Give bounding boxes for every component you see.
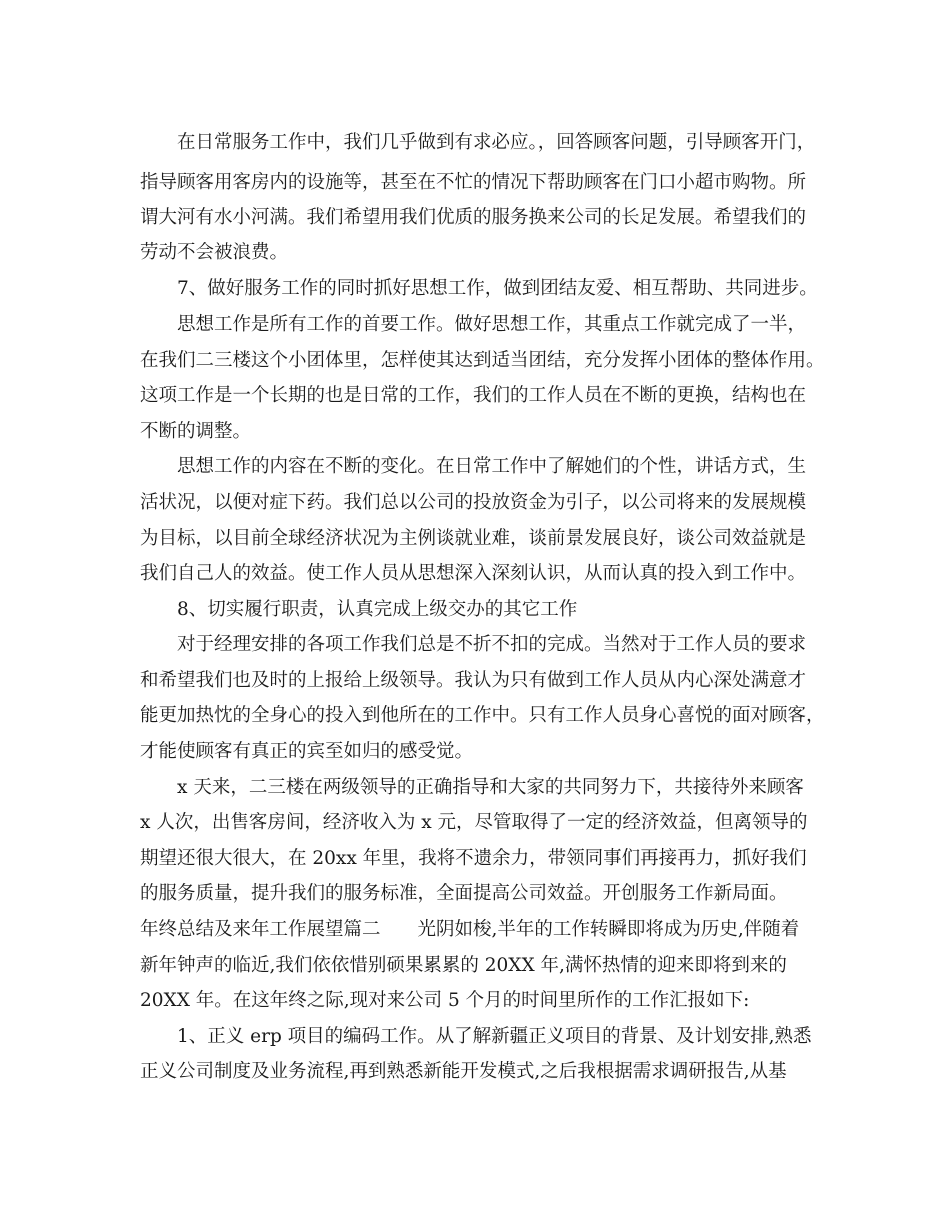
text-line: 对于经理安排的各项工作我们总是不折不扣的完成。当然对于工作人员的要求 <box>177 634 807 655</box>
text-line: 谓大河有水小河满。我们希望用我们优质的服务换来公司的长足发展。希望我们的 <box>140 207 807 228</box>
text-line: 这项工作是一个长期的也是日常的工作，我们的工作人员在不断的更换，结构也在 <box>140 385 807 406</box>
text-line: 思想工作是所有工作的首要工作。做好思想工作，其重点工作就完成了一半， <box>177 314 807 335</box>
text-line: 能更加热忱的全身心的投入到他所在的工作中。只有工作人员身心喜悦的面对顾客， <box>140 705 825 726</box>
text-line: 在日常服务工作中，我们几乎做到有求必应。，回答顾客问题，引导顾客开门， <box>177 132 816 153</box>
text-line: 新年钟声的临近,我们依依惜别硕果累累的 20XX 年,满怀热情的迎来即将到来的 <box>140 955 787 976</box>
text-line: 期望还很大很大，在 20xx 年里，我将不遗余力，带领同事们再接再力，抓好我们 <box>140 848 807 869</box>
text-line: 思想工作的内容在不断的变化。在日常工作中了解她们的个性，讲话方式，生 <box>177 456 807 477</box>
text-line: 活状况，以便对症下药。我们总以公司的投放资金为引子，以公司将来的发展规模 <box>140 492 807 513</box>
text-line: 20XX 年。在这年终之际,现对来公司 5 个月的时间里所作的工作汇报如下: <box>140 990 750 1011</box>
text-line: 我们自己人的效益。使工作人员从思想深入深刻认识，从而认真的投入到工作中。 <box>140 563 807 584</box>
text-line: 1、正义 erp 项目的编码工作。从了解新疆正义项目的背景、及计划安排,熟悉 <box>177 1026 812 1047</box>
text-line: 劳动不会被浪费。 <box>140 242 289 263</box>
text-line: 为目标，以目前全球经济状况为主例谈就业难，谈前景发展良好，谈公司效益就是 <box>140 528 807 549</box>
section-heading: 8、切实履行职责，认真完成上级交办的其它工作 <box>177 599 578 620</box>
text-line: 的服务质量，提升我们的服务标准，全面提高公司效益。开创服务工作新局面。 <box>140 883 788 904</box>
text-line: 指导顾客用客房内的设施等，甚至在不忙的情况下帮助顾客在门口小超市购物。所 <box>140 172 807 193</box>
text-line: 才能使顾客有真正的宾至如归的感受觉。 <box>140 741 474 762</box>
text-line: x 天来，二三楼在两级领导的正确指导和大家的共同努力下，共接待外来顾客 <box>177 777 804 798</box>
section-heading: 7、做好服务工作的同时抓好思想工作，做到团结友爱、相互帮助、共同进步。 <box>177 278 818 299</box>
text-line: x 人次，出售客房间，经济收入为 x 元，尽管取得了一定的经济效益，但离领导的 <box>140 812 808 833</box>
text-line: 和希望我们也及时的上报给上级领导。我认为只有做到工作人员从内心深处满意才 <box>140 670 807 691</box>
text-line: 在我们二三楼这个小团体里，怎样使其达到适当团结，充分发挥小团体的整体作用。 <box>140 350 825 371</box>
text-line: 正义公司制度及业务流程,再到熟悉新能开发模式,之后我根据需求调研报告,从基 <box>140 1061 787 1082</box>
text-line: 年终总结及来年工作展望篇二 光阴如梭,半年的工作转瞬即将成为历史,伴随着 <box>140 919 800 940</box>
text-line: 不断的调整。 <box>140 421 252 442</box>
